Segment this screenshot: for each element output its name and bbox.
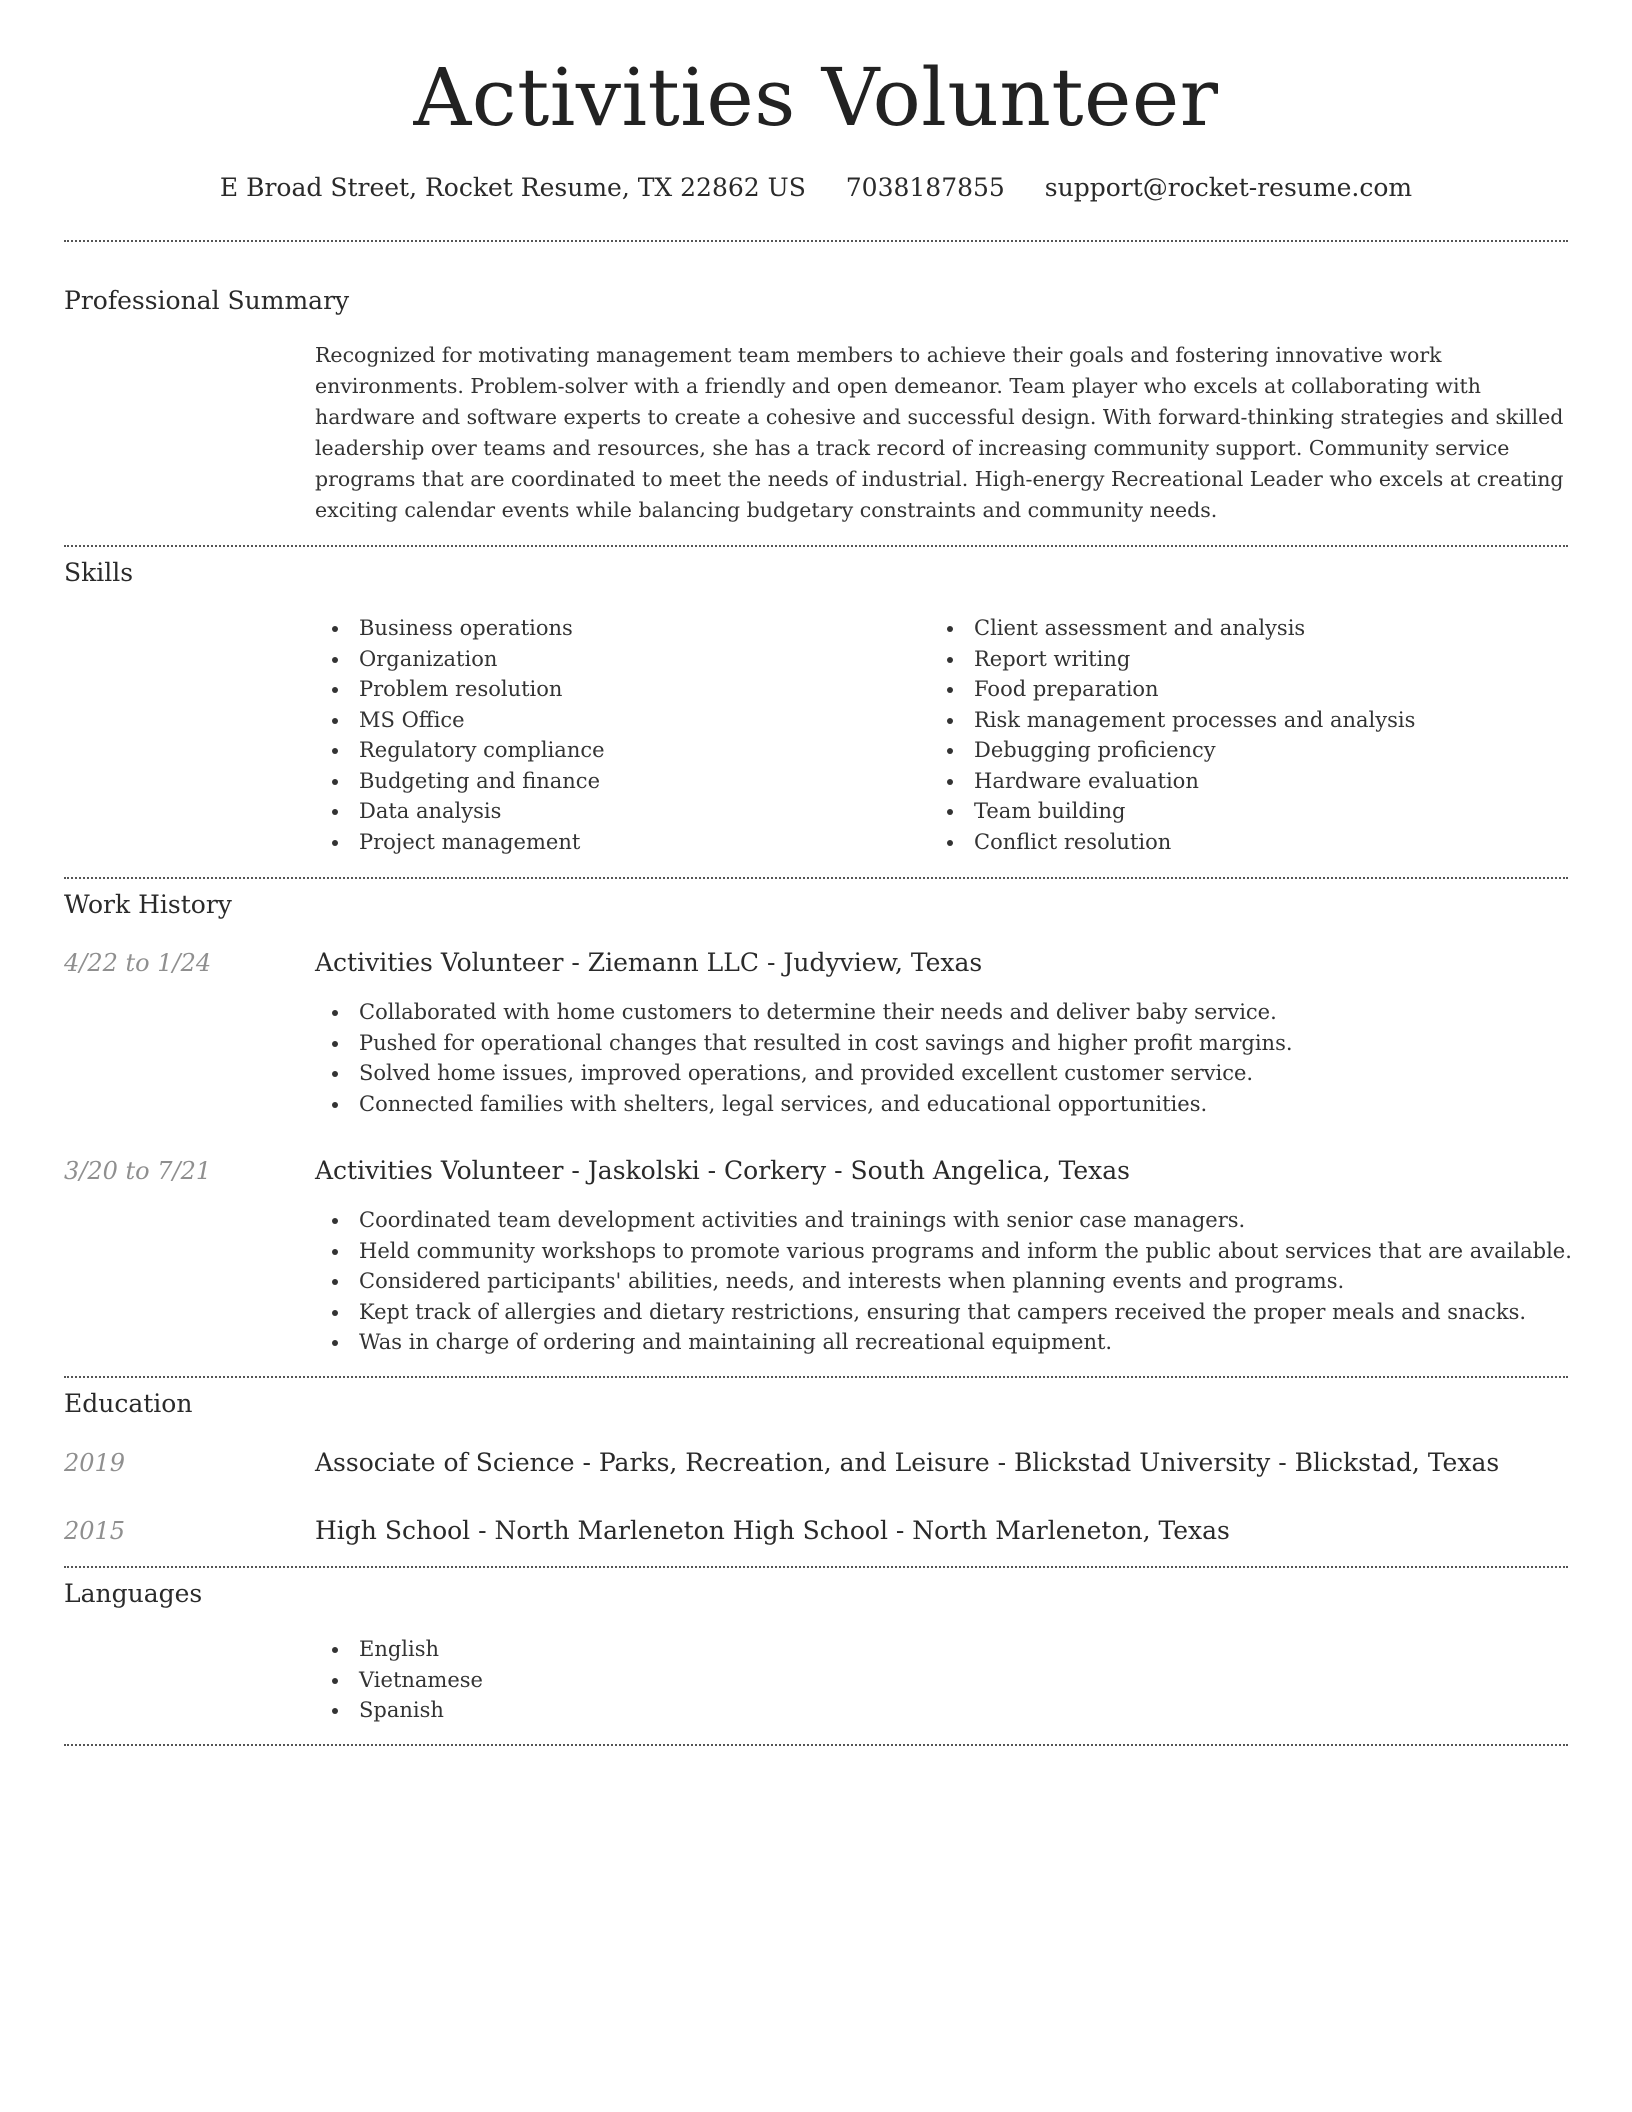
summary-text: Recognized for motivating management team members to achieve their goals and fostering innovative work environments. Problem-solver with a friendly and open demeanor. Team player who excels at collaborating with hardware and software experts to create a cohesive and successful design. With forward-thinking strategies and skilled leadership over teams and resources, she has a track record of increasing community support. Community service programs that are coordinated to meet the needs of industrial. High-energy Recreational Leader who excels at creating exciting calendar events while balancing budgetary constraints and community needs. <box>315 343 1564 522</box>
job-bullet: Pushed for operational changes that resulted in cost savings and higher profit margins. <box>359 1028 1293 1059</box>
skill-item: Business operations <box>359 613 605 644</box>
job-bullet: Solved home issues, improved operations, and provided excellent customer service. <box>359 1058 1293 1089</box>
skill-item: Organization <box>359 644 605 675</box>
skill-item: Project management <box>359 827 605 858</box>
skill-item: Debugging proficiency <box>974 735 1415 766</box>
job-dates: 3/20 to 7/21 <box>64 1157 212 1185</box>
language-item: Vietnamese <box>359 1665 483 1696</box>
skill-item: Regulatory compliance <box>359 735 605 766</box>
skill-item: Team building <box>974 796 1415 827</box>
skill-item: Risk management processes and analysis <box>974 705 1415 736</box>
skills-heading: Skills <box>64 558 134 587</box>
section-divider <box>64 877 1568 879</box>
education-heading-line: Associate of Science - Parks, Recreation, and Leisure - Blickstad University - Blickstad, Texas <box>315 1448 1500 1477</box>
section-divider <box>64 240 1568 242</box>
skill-item: Client assessment and analysis <box>974 613 1415 644</box>
job-bullet: Was in charge of ordering and maintaining all recreational equipment. <box>359 1327 1572 1358</box>
education-heading-line: High School - North Marleneton High School - North Marleneton, Texas <box>315 1516 1230 1545</box>
summary-heading: Professional Summary <box>64 286 350 315</box>
skill-item: Data analysis <box>359 796 605 827</box>
languages-list <box>315 1634 483 1726</box>
job-bullet: Collaborated with home customers to determine their needs and deliver baby service. <box>359 997 1293 1028</box>
job-heading: Activities Volunteer - Jaskolski - Corkery - South Angelica, Texas <box>315 1156 1131 1185</box>
job-heading: Activities Volunteer - Ziemann LLC - Judyview, Texas <box>315 948 983 977</box>
education-year: 2019 <box>64 1449 126 1477</box>
skill-item: Report writing <box>974 644 1415 675</box>
job-bullets <box>315 1205 1572 1358</box>
contact-phone: 7038187855 <box>845 173 1005 202</box>
section-divider <box>64 1566 1568 1568</box>
job-bullet: Kept track of allergies and dietary restrictions, ensuring that campers received the proper meals and snacks. <box>359 1297 1572 1328</box>
job-bullets <box>315 997 1293 1119</box>
skill-item: Budgeting and finance <box>359 766 605 797</box>
job-bullet: Considered participants' abilities, needs, and interests when planning events and programs. <box>359 1266 1572 1297</box>
skills-list-left <box>315 613 605 857</box>
section-divider <box>64 1744 1568 1746</box>
skill-item: MS Office <box>359 705 605 736</box>
job-dates: 4/22 to 1/24 <box>64 949 212 977</box>
work-heading: Work History <box>64 890 232 919</box>
contact-email: support@rocket-resume.com <box>1044 173 1413 202</box>
skill-item: Food preparation <box>974 674 1415 705</box>
skill-item: Hardware evaluation <box>974 766 1415 797</box>
language-item: English <box>359 1634 483 1665</box>
candidate-name: Activities Volunteer <box>413 51 1219 144</box>
job-bullet: Connected families with shelters, legal services, and educational opportunities. <box>359 1089 1293 1120</box>
education-heading: Education <box>64 1389 193 1418</box>
education-year: 2015 <box>64 1517 126 1545</box>
skills-list-right <box>930 613 1415 857</box>
skill-item: Conflict resolution <box>974 827 1415 858</box>
contact-line <box>0 170 1632 206</box>
languages-heading: Languages <box>64 1579 203 1608</box>
section-divider <box>64 1376 1568 1378</box>
job-bullet: Coordinated team development activities and trainings with senior case managers. <box>359 1205 1572 1236</box>
section-divider <box>64 545 1568 547</box>
job-bullet: Held community workshops to promote various programs and inform the public about services that are available. <box>359 1236 1572 1267</box>
contact-address: E Broad Street, Rocket Resume, TX 22862 US <box>219 173 806 202</box>
skill-item: Problem resolution <box>359 674 605 705</box>
language-item: Spanish <box>359 1695 483 1726</box>
